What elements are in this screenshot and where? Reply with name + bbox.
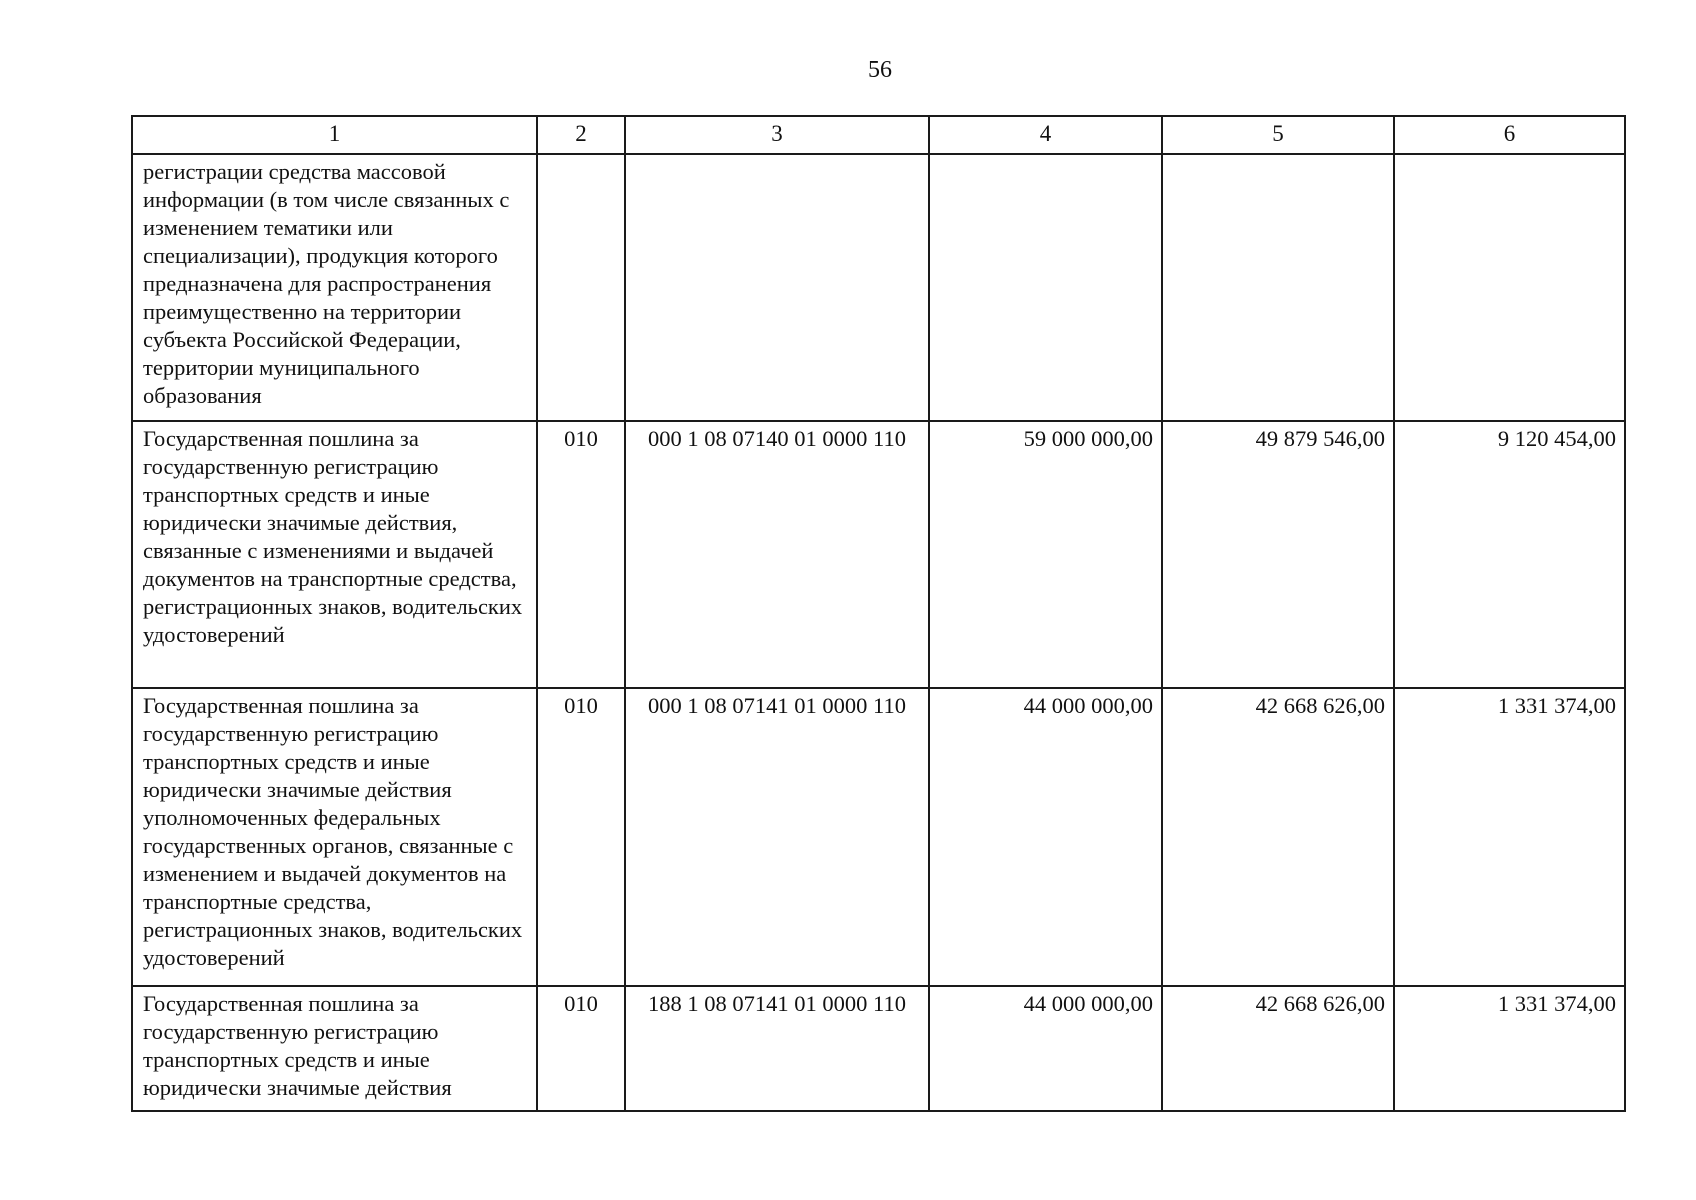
- cell-plan: 59 000 000,00: [929, 421, 1162, 688]
- cell-kbk: 000 1 08 07140 01 0000 110: [625, 421, 929, 688]
- cell-name: Государственная пошлина за государственную регистрацию транспортных средств и иные юридически значимые действия: [132, 986, 537, 1111]
- cell-plan: [929, 154, 1162, 421]
- cell-kbk: 000 1 08 07141 01 0000 110: [625, 688, 929, 986]
- cell-executed: 42 668 626,00: [1162, 688, 1394, 986]
- column-header-5: 5: [1162, 116, 1394, 154]
- cell-code: 010: [537, 688, 625, 986]
- cell-kbk: 188 1 08 07141 01 0000 110: [625, 986, 929, 1111]
- cell-name: Государственная пошлина за государственную регистрацию транспортных средств и иные юридически значимые действия, связанные с изменениями и выдачей документов на транспортные средства, регистрационных знаков, водительских удостоверений: [132, 421, 537, 688]
- table-header: [132, 116, 1625, 154]
- cell-plan: 44 000 000,00: [929, 986, 1162, 1111]
- cell-executed: [1162, 154, 1394, 421]
- cell-unexecuted: [1394, 154, 1625, 421]
- cell-unexecuted: 1 331 374,00: [1394, 688, 1625, 986]
- table-body: [132, 154, 1625, 1111]
- cell-code: [537, 154, 625, 421]
- cell-code: 010: [537, 986, 625, 1111]
- column-header-2: 2: [537, 116, 625, 154]
- cell-executed: 49 879 546,00: [1162, 421, 1394, 688]
- table-row: [132, 986, 1625, 1111]
- cell-name: регистрации средства массовой информации (в том числе связанных с изменением тематики или специализации), продукция которого предназначена для распространения преимущественно на территории субъекта Российской Федерации, территории муниципального образования: [132, 154, 537, 421]
- table-row: [132, 154, 1625, 421]
- revenue-table: [131, 115, 1626, 1112]
- header-row: [132, 116, 1625, 154]
- column-header-6: 6: [1394, 116, 1625, 154]
- column-header-3: 3: [625, 116, 929, 154]
- cell-unexecuted: 1 331 374,00: [1394, 986, 1625, 1111]
- table-row: [132, 421, 1625, 688]
- cell-unexecuted: 9 120 454,00: [1394, 421, 1625, 688]
- column-header-1: 1: [132, 116, 537, 154]
- cell-executed: 42 668 626,00: [1162, 986, 1394, 1111]
- page-number: 56: [868, 57, 892, 83]
- cell-plan: 44 000 000,00: [929, 688, 1162, 986]
- cell-name: Государственная пошлина за государственную регистрацию транспортных средств и иные юридически значимые действия уполномоченных федеральных государственных органов, связанные с изменением и выдачей документов на транспортные средства, регистрационных знаков, водительских удостоверений: [132, 688, 537, 986]
- cell-code: 010: [537, 421, 625, 688]
- cell-kbk: [625, 154, 929, 421]
- column-header-4: 4: [929, 116, 1162, 154]
- table-row: [132, 688, 1625, 986]
